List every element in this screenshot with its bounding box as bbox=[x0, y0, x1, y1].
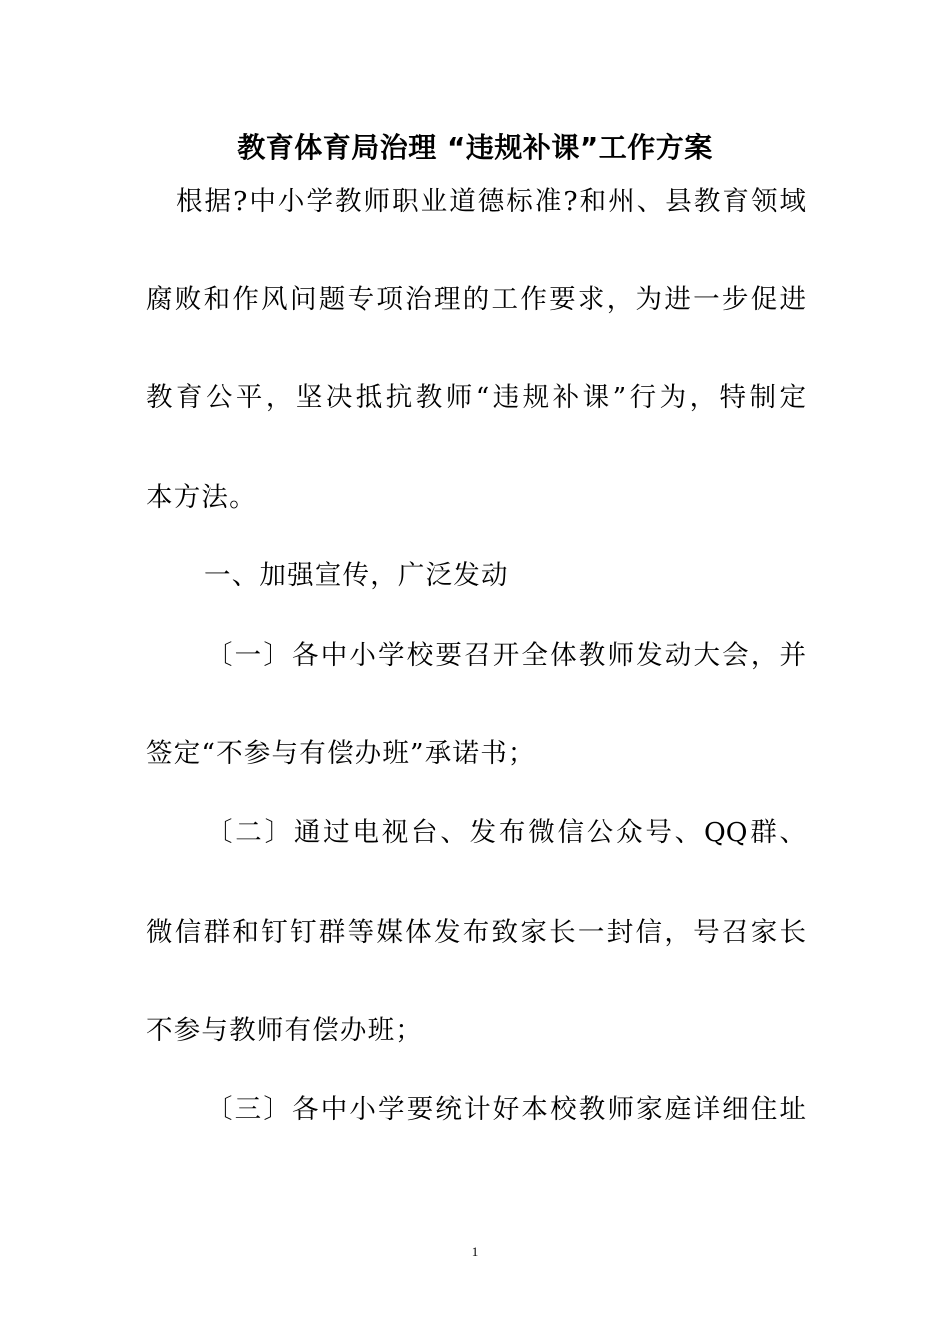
item-2-line-2: 微信群和钉钉群等媒体发布致家长一封信，号召家长 bbox=[146, 917, 806, 948]
paragraph-line-4: 本方法。 bbox=[146, 482, 257, 513]
item-1-line-2: 签定“不参与有偿办班”承诺书； bbox=[146, 738, 536, 769]
item-3-line-1: 〔三〕各中小学要统计好本校教师家庭详细住址 bbox=[206, 1094, 806, 1125]
page-number: 1 bbox=[471, 1244, 479, 1259]
section-heading-1: 一、加强宣传，广泛发动 bbox=[204, 560, 509, 591]
item-1-line-1: 〔一〕各中小学校要召开全体教师发动大会，并 bbox=[206, 640, 806, 671]
paragraph-line-2: 腐败和作风问题专项治理的工作要求，为进一步促进 bbox=[146, 284, 806, 315]
paragraph-line-3: 教育公平，坚决抵抗教师“违规补课”行为，特制定 bbox=[146, 382, 806, 413]
document-title: 教育体育局治理 “违规补课”工作方案 bbox=[237, 131, 713, 164]
item-2-line-1: 〔二〕通过电视台、发布微信公众号、QQ群、 bbox=[206, 817, 806, 848]
item-2-line-3: 不参与教师有偿办班； bbox=[146, 1015, 423, 1046]
paragraph-line-1: 根据?中小学教师职业道德标准?和州、县教育领域 bbox=[176, 186, 806, 217]
